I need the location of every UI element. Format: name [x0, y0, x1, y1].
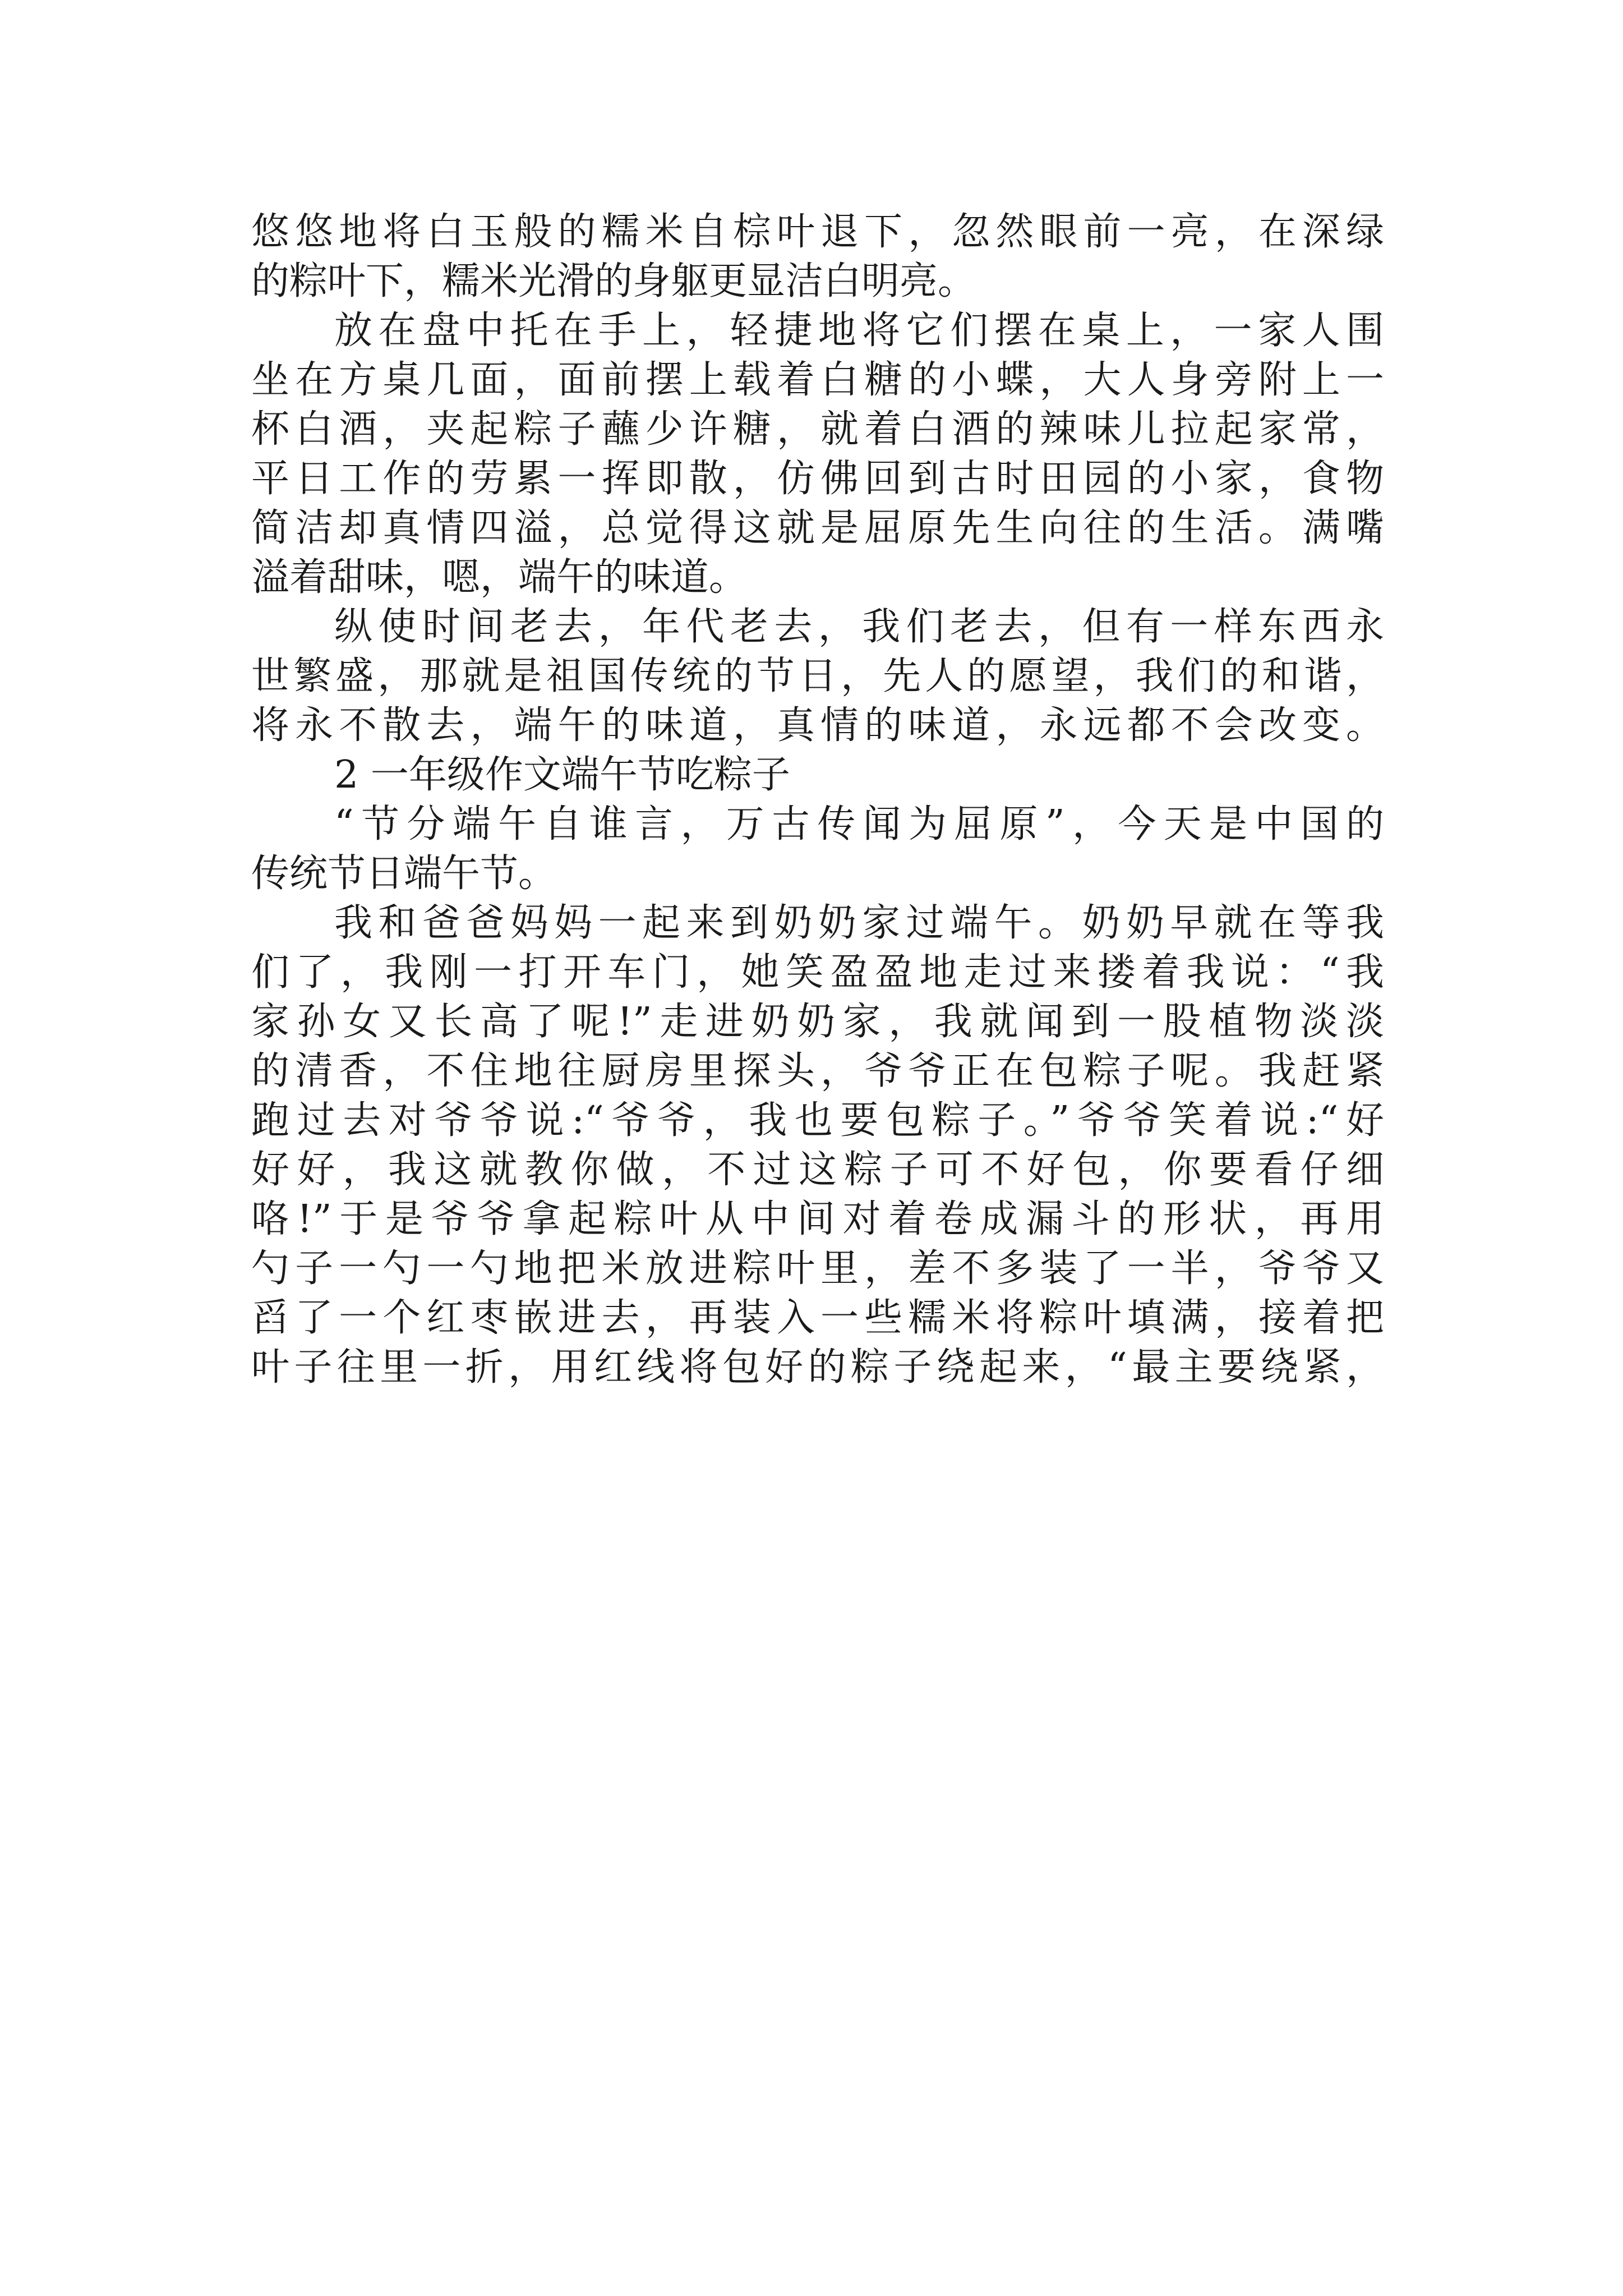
paragraph-start-line: “节分端午自谁言，万古传闻为屈原”，今天是中国的: [334, 802, 1384, 846]
text-line: 好好，我这就教你做，不过这粽子可不好包，你要看仔细: [251, 1148, 1384, 1192]
text-line: 的粽叶下，糯米光滑的身躯更显洁白明亮。: [251, 259, 976, 303]
text-line: 杯白酒，夹起粽子蘸少许糖，就着白酒的辣味儿拉起家常，: [251, 407, 1384, 452]
text-line: 溢着甜味，嗯，端午的味道。: [251, 555, 748, 600]
paragraph-start-line: 放在盘中托在手上，轻捷地将它们摆在桌上，一家人围: [334, 309, 1384, 353]
essay-text: [251, 208, 1384, 1392]
text-line: 勺子一勺一勺地把米放进粽叶里，差不多装了一半，爷爷又: [251, 1246, 1384, 1291]
text-line: 将永不散去，端午的味道，真情的味道，永远都不会改变。: [251, 703, 1384, 748]
text-line: 的清香，不住地往厨房里探头，爷爷正在包粽子呢。我赶紧: [251, 1049, 1384, 1093]
paragraph-start-line: 纵使时间老去，年代老去，我们老去，但有一样东西永: [334, 605, 1384, 649]
text-line: 简洁却真情四溢，总觉得这就是屈原先生向往的生活。满嘴: [251, 506, 1384, 550]
text-line: 平日工作的劳累一挥即散，仿佛回到古时田园的小家，食物: [251, 457, 1384, 501]
text-line: 咯!”于是爷爷拿起粽叶从中间对着卷成漏斗的形状，再用: [251, 1197, 1384, 1241]
text-line: 家孙女又长高了呢!”走进奶奶家，我就闻到一股植物淡淡: [251, 1000, 1384, 1044]
text-line: 跑过去对爷爷说:“爷爷，我也要包粽子。”爷爷笑着说:“好: [251, 1098, 1384, 1143]
text-line: 世繁盛，那就是祖国传统的节日，先人的愿望，我们的和谐，: [251, 654, 1384, 698]
text-line: 悠悠地将白玉般的糯米自棕叶退下，忽然眼前一亮，在深绿: [251, 210, 1384, 254]
text-line: 叶子往里一折，用红线将包好的粽子绕起来，“最主要绕紧，: [251, 1345, 1384, 1389]
paragraph-start-line: 我和爸爸妈妈一起来到奶奶家过端午。奶奶早就在等我: [334, 901, 1384, 945]
text-line: 传统节日端午节。: [251, 852, 557, 896]
text-line: 舀了一个红枣嵌进去，再装入一些糯米将粽叶填满，接着把: [251, 1296, 1384, 1340]
text-line: 坐在方桌几面，面前摆上载着白糖的小蝶，大人身旁附上一: [251, 358, 1384, 402]
text-line: 们了，我刚一打开车门，她笑盈盈地走过来搂着我说：“我: [251, 950, 1384, 995]
section-heading: 2 一年级作文端午节吃粽子: [334, 753, 790, 797]
